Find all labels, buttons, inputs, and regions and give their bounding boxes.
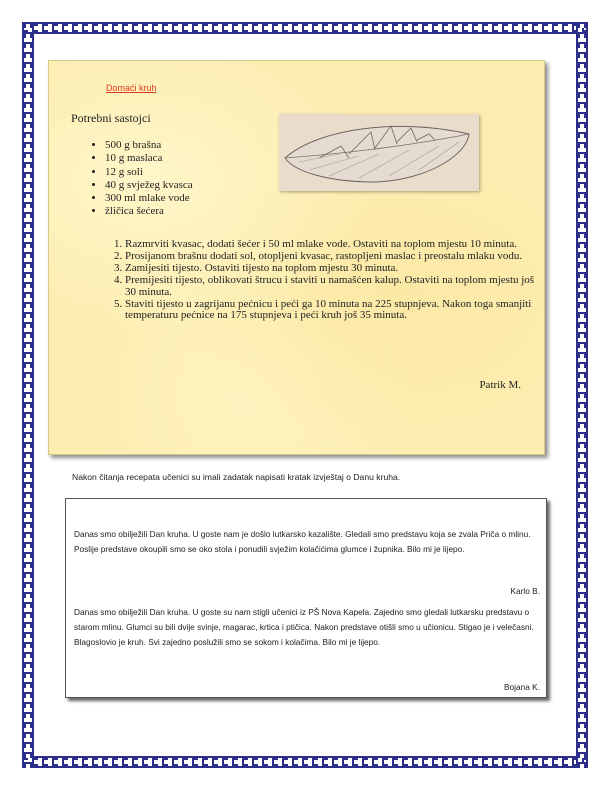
step-item: 1. Razmrviti kvasac, dodati šećer i 50 ml mlake vode. Ostaviti na toplom mjestu 10 minuta. — [125, 239, 545, 251]
page-border-top — [22, 22, 588, 34]
step-item: 5. Staviti tijesto u zagrijanu pećnicu i peći ga 10 minuta na 225 stupnjeva. Nakon toga smanjiti temperaturu pećnice na 175 stupnjeva i peći kruh još 35 minuta. — [125, 299, 545, 322]
reports-box — [65, 498, 547, 698]
ingredient-item: • 10 g maslaca — [105, 152, 193, 165]
page-border-bottom — [22, 756, 588, 768]
ingredient-item: • 500 g brašna — [105, 139, 193, 152]
ingredients-heading: Potrebni sastojci — [71, 111, 151, 125]
step-item: 4. Premijesiti tijesto, oblikovati štrucu i staviti u namašćen kalup. Ostaviti na toplom mjestu još 30 minuta. — [125, 275, 545, 298]
recipe-signature: Patrik M. — [479, 379, 521, 391]
ingredient-item: • 300 ml mlake vode — [105, 192, 193, 205]
step-item: 2. Prosijanom brašnu dodati sol, otopljeni kvasac, rastopljeni maslac i preostalu mlaku vodu. — [125, 251, 545, 263]
ingredient-item: • žličica šećera — [105, 205, 193, 218]
recipe-card — [48, 60, 545, 455]
report-text: Danas smo obilježili Dan kruha. U goste nam je došlo lutkarsko kazalište. Gledali smo predstavu koja se zvala Priča o mlinu. Poslije predstave okoupili smo se oko stola i ponudili svježim kolačićima glumce i župnika. Bilo mi je lijepo. — [74, 529, 531, 554]
report-text: Danas smo obilježili Dan kruha. U goste su nam stigli učenici iz PŠ Nova Kapela. Zajedno smo gledali lutkarsku predstavu o starom mlinu. Glumci su bili dvije svinje, magarac, krtica i ptičica. Nakon predstave otišli smo u učionicu. Stigao je i velečasni. Blagoslovio je kruh. Svi zajedno poslužili smo se sokom i kolačima. Bilo mi je lijepo. — [74, 607, 534, 647]
steps-list — [107, 239, 545, 322]
report-author: Bojana K. — [504, 682, 540, 692]
report-author: Karlo B. — [510, 586, 540, 596]
ingredient-item: • 12 g soli — [105, 166, 193, 179]
ingredient-item: • 40 g svježeg kvasca — [105, 179, 193, 192]
ingredients-list — [89, 139, 193, 219]
page-border-right — [576, 22, 588, 768]
page-border-left — [22, 22, 34, 768]
recipe-title: Domaći kruh — [106, 83, 157, 93]
intro-text: Nakon čitanja recepata učenici su imali zadatak napisati kratak izvještaj o Danu kruha. — [72, 472, 401, 482]
step-item: 3. Zamijesiti tijesto. Ostaviti tijesto na toplom mjestu 30 minuta. — [125, 263, 545, 275]
bread-drawing-icon — [279, 114, 479, 191]
